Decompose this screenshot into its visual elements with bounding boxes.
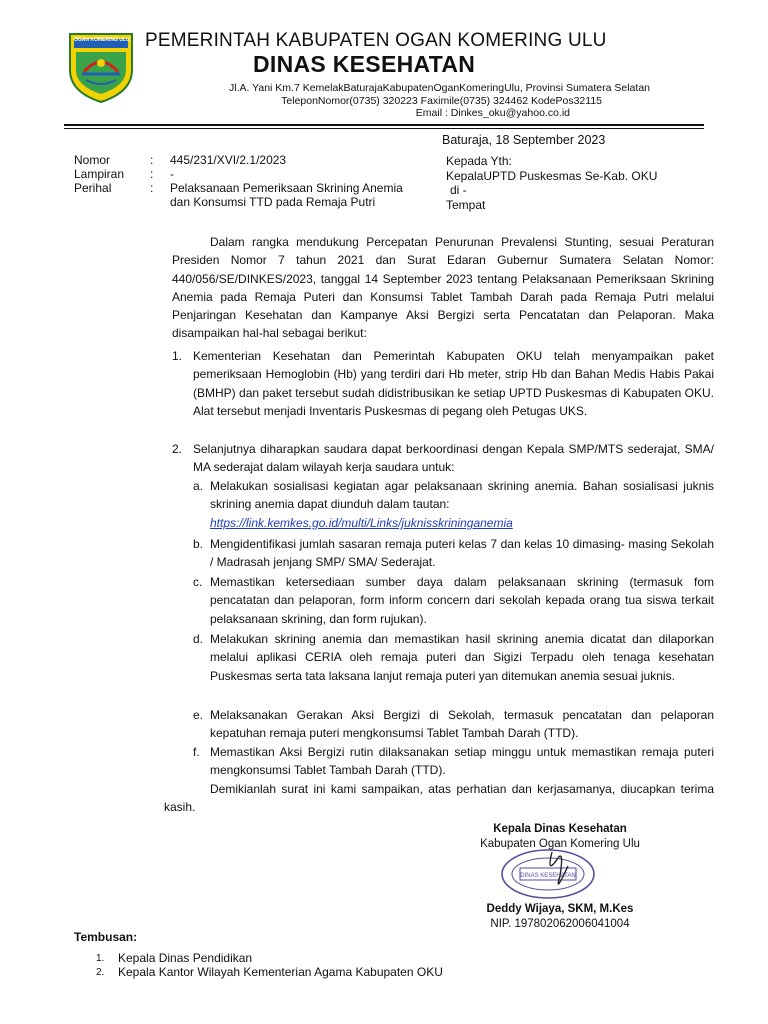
sub-d-text: Melakukan skrining anemia dan memastikan hasil skrining anemia dicatat dan dilaporkan melalui aplikasi CERIA oleh remaja puteri dan Sigizi Terpadu oleh tenaga kesehatan Puskesmas serta tata laksana lanjut remaja puteri yan ditemukan anemia sesuai juknis. xyxy=(210,632,714,683)
letterhead-government: PEMERINTAH KABUPATEN OGAN KOMERING ULU xyxy=(145,30,607,51)
signatory-organization: Kabupaten Ogan Komering Ulu xyxy=(480,838,640,850)
item1-number: 1. xyxy=(172,349,183,363)
cc-item1-text: Kepala Dinas Pendidikan xyxy=(118,951,253,965)
nomor-colon: : xyxy=(150,153,154,167)
sub-f-number: f. xyxy=(193,745,200,759)
logo-caption: OGAN KOMERING ULU xyxy=(74,37,130,43)
recipient-place: Tempat xyxy=(446,197,486,212)
cc-item2-text: Kepala Kantor Wilayah Kementerian Agama Kabupaten OKU xyxy=(118,965,443,979)
sub-a-number: a. xyxy=(193,479,204,493)
item2-number: 2. xyxy=(172,442,183,456)
closing-paragraph: Demikianlah surat ini kami sampaikan, atas perhatian dan kerjasamanya, diucapkan terima kasih. xyxy=(164,782,714,815)
signatory-title: Kepala Dinas Kesehatan xyxy=(493,823,627,835)
sub-f-text: Memastikan Aksi Bergizi rutin dilaksanakan setiap minggu untuk memastikan remaja puteri mengkonsumsi Tablet Tambah Darah (TTD). xyxy=(210,745,714,778)
cc-item2-number: 2. xyxy=(96,967,105,978)
lampiran-colon: : xyxy=(150,167,154,181)
official-stamp-signature xyxy=(490,846,600,902)
recipient-di: di - xyxy=(450,183,467,197)
perihal-label: Perihal xyxy=(74,181,112,195)
sub-c-text: Memastikan ketersediaan sumber daya dalam pelaksanaan skrining (termasuk fom pencatatan dan pelaporan, form inform concern dari sekolah kepada orang tua siswa terkait pelaksanaan skrining, dan form rujukan). xyxy=(210,575,714,626)
recipient-greeting: Kepada Yth: xyxy=(446,154,512,168)
item1-text: Kementerian Kesehatan dan Pemerintah Kabupaten OKU telah menyampaikan paket pemeriksaan Hemoglobin (Hb) yang terdiri dari Hb meter, strip Hb dan Bahan Medis Habis Pakai (BMHP) dan paket tersebut sudah didistribusikan ke setiap UPTD Puskesmas di Kabupaten OKU. Alat tersebut menjadi Inventaris Puskesmas di pegang oleh Petugas UKS. xyxy=(193,349,714,418)
perihal-colon: : xyxy=(150,181,154,195)
sub-d-number: d. xyxy=(193,632,204,646)
sub-a-text: Melakukan sosialisasi kegiatan agar pelaksanaan skrining anemia. Bahan sosialisasi juknis skrining anemia dapat diunduh dalam tautan: xyxy=(210,479,714,512)
sub-c-number: c. xyxy=(193,575,203,589)
letterhead-divider-thin xyxy=(64,128,704,129)
item2-text: Selanjutnya diharapkan saudara dapat berkoordinasi dengan Kepala SMP/MTS sederajat, SMA/ MA sederajat dalam wilayah kerja saudara untuk: xyxy=(193,442,714,475)
recipient-block xyxy=(446,154,657,212)
sub-e-text: Melaksanakan Gerakan Aksi Bergizi di Sekolah, termasuk pencatatan dan pelaporan kepatuhan remaja puteri mengkonsumsi Tablet Tambah Darah (TTD). xyxy=(210,708,714,741)
juknis-download-link[interactable]: https://link.kemkes.go.id/multi/Links/juknisskrininganemia xyxy=(210,516,513,530)
letterhead-agency: DINAS KESEHATAN xyxy=(253,51,476,77)
perihal-value-line1: Pelaksanaan Pemeriksaan Skrining Anemia xyxy=(170,181,403,195)
letterhead-address: Jl.A. Yani Km.7 KemelakBaturajaKabupatenOganKomeringUlu, Provinsi Sumatera Selatan xyxy=(228,82,650,94)
tembusan-heading: Tembusan: xyxy=(74,930,138,944)
nomor-label: Nomor xyxy=(74,153,111,167)
letterhead-divider-thick xyxy=(64,124,704,126)
svg-text:DINAS KESEHATAN: DINAS KESEHATAN xyxy=(520,873,576,879)
sub-b-text: Mengidentifikasi jumlah sasaran remaja puteri kelas 7 dan kelas 10 dimasing- masing Sekolah / Madrasah jenjang SMP/ SMA/ Sederajat. xyxy=(210,537,714,570)
letter-date: Baturaja, 18 September 2023 xyxy=(442,133,606,147)
letterhead-email: Email : Dinkes_oku@yahoo.co.id xyxy=(415,107,570,119)
sub-e-number: e. xyxy=(193,708,204,722)
sub-b-number: b. xyxy=(193,537,204,551)
lampiran-label: Lampiran xyxy=(74,167,125,181)
recipient-name: KepalaUPTD Puskesmas Se-Kab. OKU xyxy=(446,168,658,183)
perihal-value-line2: dan Konsumsi TTD pada Remaja Putri xyxy=(170,195,376,209)
signatory-nip: NIP. 197802062006041004 xyxy=(490,918,630,930)
cc-item1-number: 1. xyxy=(96,953,105,964)
nomor-value: 445/231/XVI/2.1/2023 xyxy=(170,153,287,167)
signatory-name: Deddy Wijaya, SKM, M.Kes xyxy=(486,903,634,915)
letterhead-phone: TeleponNomor(0735) 320223 Faximile(0735) 324462 KodePos32115 xyxy=(281,95,602,107)
intro-paragraph: Dalam rangka mendukung Percepatan Penurunan Prevalensi Stunting, sesuai Peraturan Presiden Nomor 7 tahun 2021 dan Surat Edaran Gubernur Sumatera Selatan Nomor: 440/056/SE/DINKES/2023, tanggal 14 September 2023 tentang Pelaksanaan Pemeriksaan Skrining Anemia pada Remaja Puteri dan Konsumsi Tablet Tambah Darah pada Remaja Putri melalui Penjaringan Kesehatan dan Kampanye Aksi Bergizi serta Pencatatan dan Pelaporan. Maka disampaikan hal-hal sebagai berikut: xyxy=(172,235,714,341)
lampiran-value: - xyxy=(170,167,174,181)
